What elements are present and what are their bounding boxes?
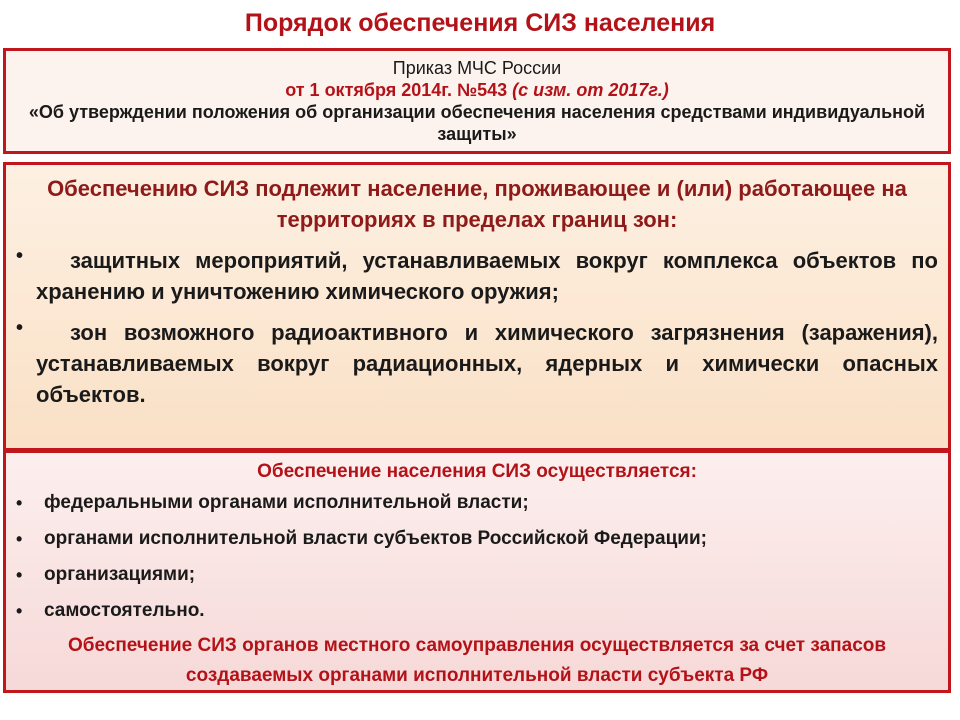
provision-box (3, 450, 951, 693)
order-reference-box (3, 48, 951, 154)
provision-footer: Обеспечение СИЗ органов местного самоуправления осуществляется за счет запасов создаваемых органами исполнительной власти субъекта РФ (67, 635, 887, 686)
page-title: Порядок обеспечения СИЗ населения (244, 9, 716, 37)
bullet-icon: • (16, 317, 24, 339)
order-issuer: Приказ МЧС России (392, 58, 562, 78)
provision-list-item (16, 485, 938, 521)
order-date: от 1 октября 2014г. №543 (285, 80, 513, 100)
order-amendment: (с изм. от 2017г.) (512, 80, 669, 100)
zones-item-text: зон возможного радиоактивного и химического загрязнения (заражения), устанавливаемых вокруг радиационных, ядерных и химически опасных объектов. (36, 320, 938, 407)
zones-heading: Обеспечению СИЗ подлежит население, проживающее и (или) работающее на территориях в пределах границ зон: (47, 176, 907, 232)
provision-item-text: самостоятельно. (44, 600, 205, 621)
provision-item-text: организациями; (44, 564, 196, 585)
zones-list-item (16, 317, 938, 410)
provision-list-item (16, 557, 938, 593)
bullet-icon: • (16, 245, 24, 267)
provision-list-item (16, 521, 938, 557)
zones-list-item (16, 245, 938, 307)
bullet-icon: • (16, 600, 23, 621)
bullet-icon: • (16, 492, 23, 513)
order-title: «Об утверждении положения об организации обеспечения населения средствами индивидуальной защиты» (28, 102, 926, 144)
provision-list-item (16, 593, 938, 629)
provision-heading: Обеспечение населения СИЗ осуществляется: (257, 461, 697, 482)
provision-item-text: федеральными органами исполнительной власти; (44, 492, 529, 513)
zones-box (3, 162, 951, 451)
provision-item-text: органами исполнительной власти субъектов Российской Федерации; (44, 528, 707, 549)
order-date-number (6, 79, 948, 101)
zones-item-text: защитных мероприятий, устанавливаемых вокруг комплекса объектов по хранению и уничтожению химического оружия; (36, 248, 938, 304)
bullet-icon: • (16, 564, 23, 585)
bullet-icon: • (16, 528, 23, 549)
